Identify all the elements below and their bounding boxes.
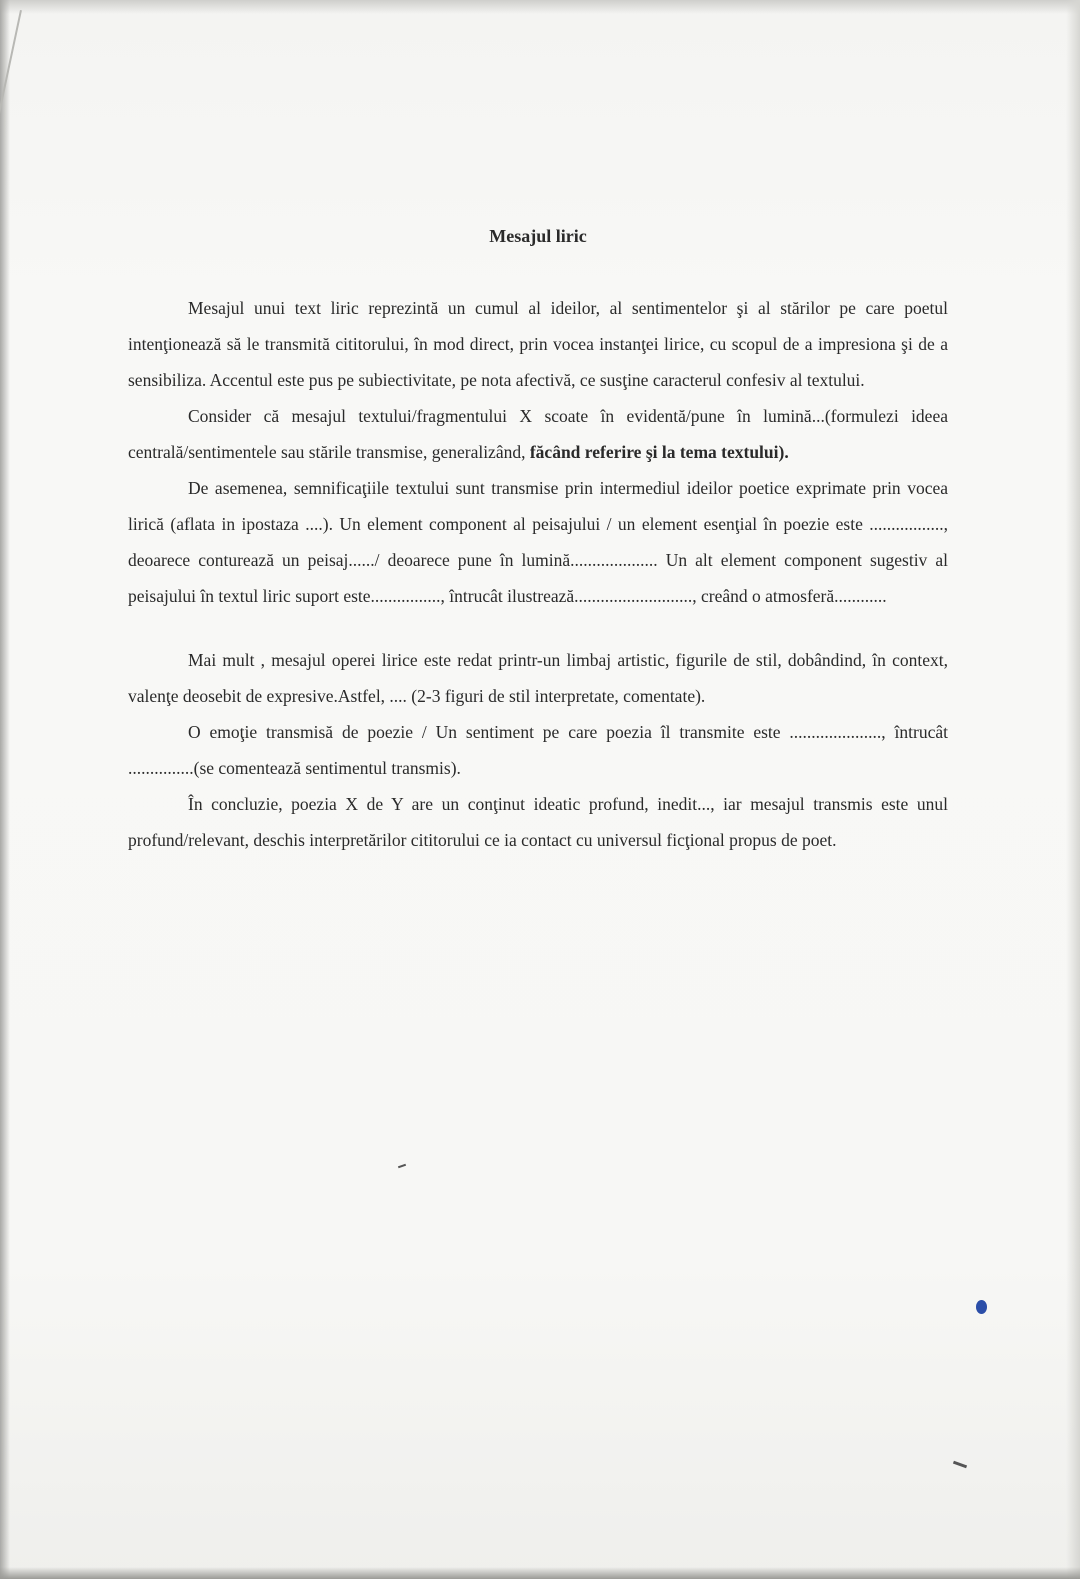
paragraph-conclusion: În concluzie, poezia X de Y are un conţinut ideatic profund, inedit..., iar mesajul transmis este unul profund/relevant, deschis interpretărilor cititorului ce ia contact cu universul ficţional propus de poet. xyxy=(128,794,948,850)
paragraph-central-idea-text: Consider că mesajul textului/fragmentului X scoate în evidentă/pune în lumină...(formulezi ideea centrală/sentimentele sau stările transmise, generalizând, xyxy=(128,406,948,462)
paragraph-landscape-elements: De asemenea, semnificaţiile textului sunt transmise prin intermediul ideilor poetice exprimate prin vocea lirică (aflata in ipostaza ....). Un element component al peisajului / un element esenţial în poezie este ................., deoarece conturează un peisaj....../ deoarece pune în lumină.................... Un alt element component sugestiv al peisajului în textul liric suport este................, întrucât ilustrează..........................., creând o atmosferă............ xyxy=(128,478,948,606)
paragraph-spacer xyxy=(128,614,948,642)
blue-ink-dot xyxy=(976,1300,987,1314)
document-title: Mesajul liric xyxy=(489,226,587,246)
paragraph-figures-of-speech: Mai mult , mesajul operei lirice este redat printr-un limbaj artistic, figurile de stil, dobândind, în context, valenţe deosebit de expresive.Astfel, .... (2-3 figuri de stil interpretate, comentate). xyxy=(128,650,948,706)
paragraph-definition: Mesajul unui text liric reprezintă un cumul al ideilor, al sentimentelor şi al stărilor pe care poetul intenţionează să le transmită cititorului, în mod direct, prin vocea instanţei lirice, cu scopul de a impresiona şi de a sensibiliza. Accentul este pus pe subiectivitate, pe nota afectivă, ce susţine caracterul confesiv al textului. xyxy=(128,298,948,390)
document-body xyxy=(128,218,948,858)
paper-edge-top xyxy=(0,0,1080,14)
paragraph-emotion: O emoţie transmisă de poezie / Un sentiment pe care poezia îl transmite este ....................., întrucât ...............(se comentează sentimentul transmis). xyxy=(128,722,948,778)
paper-edge-right xyxy=(1066,0,1080,1579)
paragraph-central-idea-bold: făcând referire şi la tema textului). xyxy=(529,442,789,462)
pencil-mark xyxy=(953,1461,967,1469)
pencil-mark-small xyxy=(398,1164,406,1169)
paper-edge-left xyxy=(0,0,10,1579)
paper-edge-bottom xyxy=(0,1567,1080,1579)
paragraph-central-idea xyxy=(128,398,948,470)
